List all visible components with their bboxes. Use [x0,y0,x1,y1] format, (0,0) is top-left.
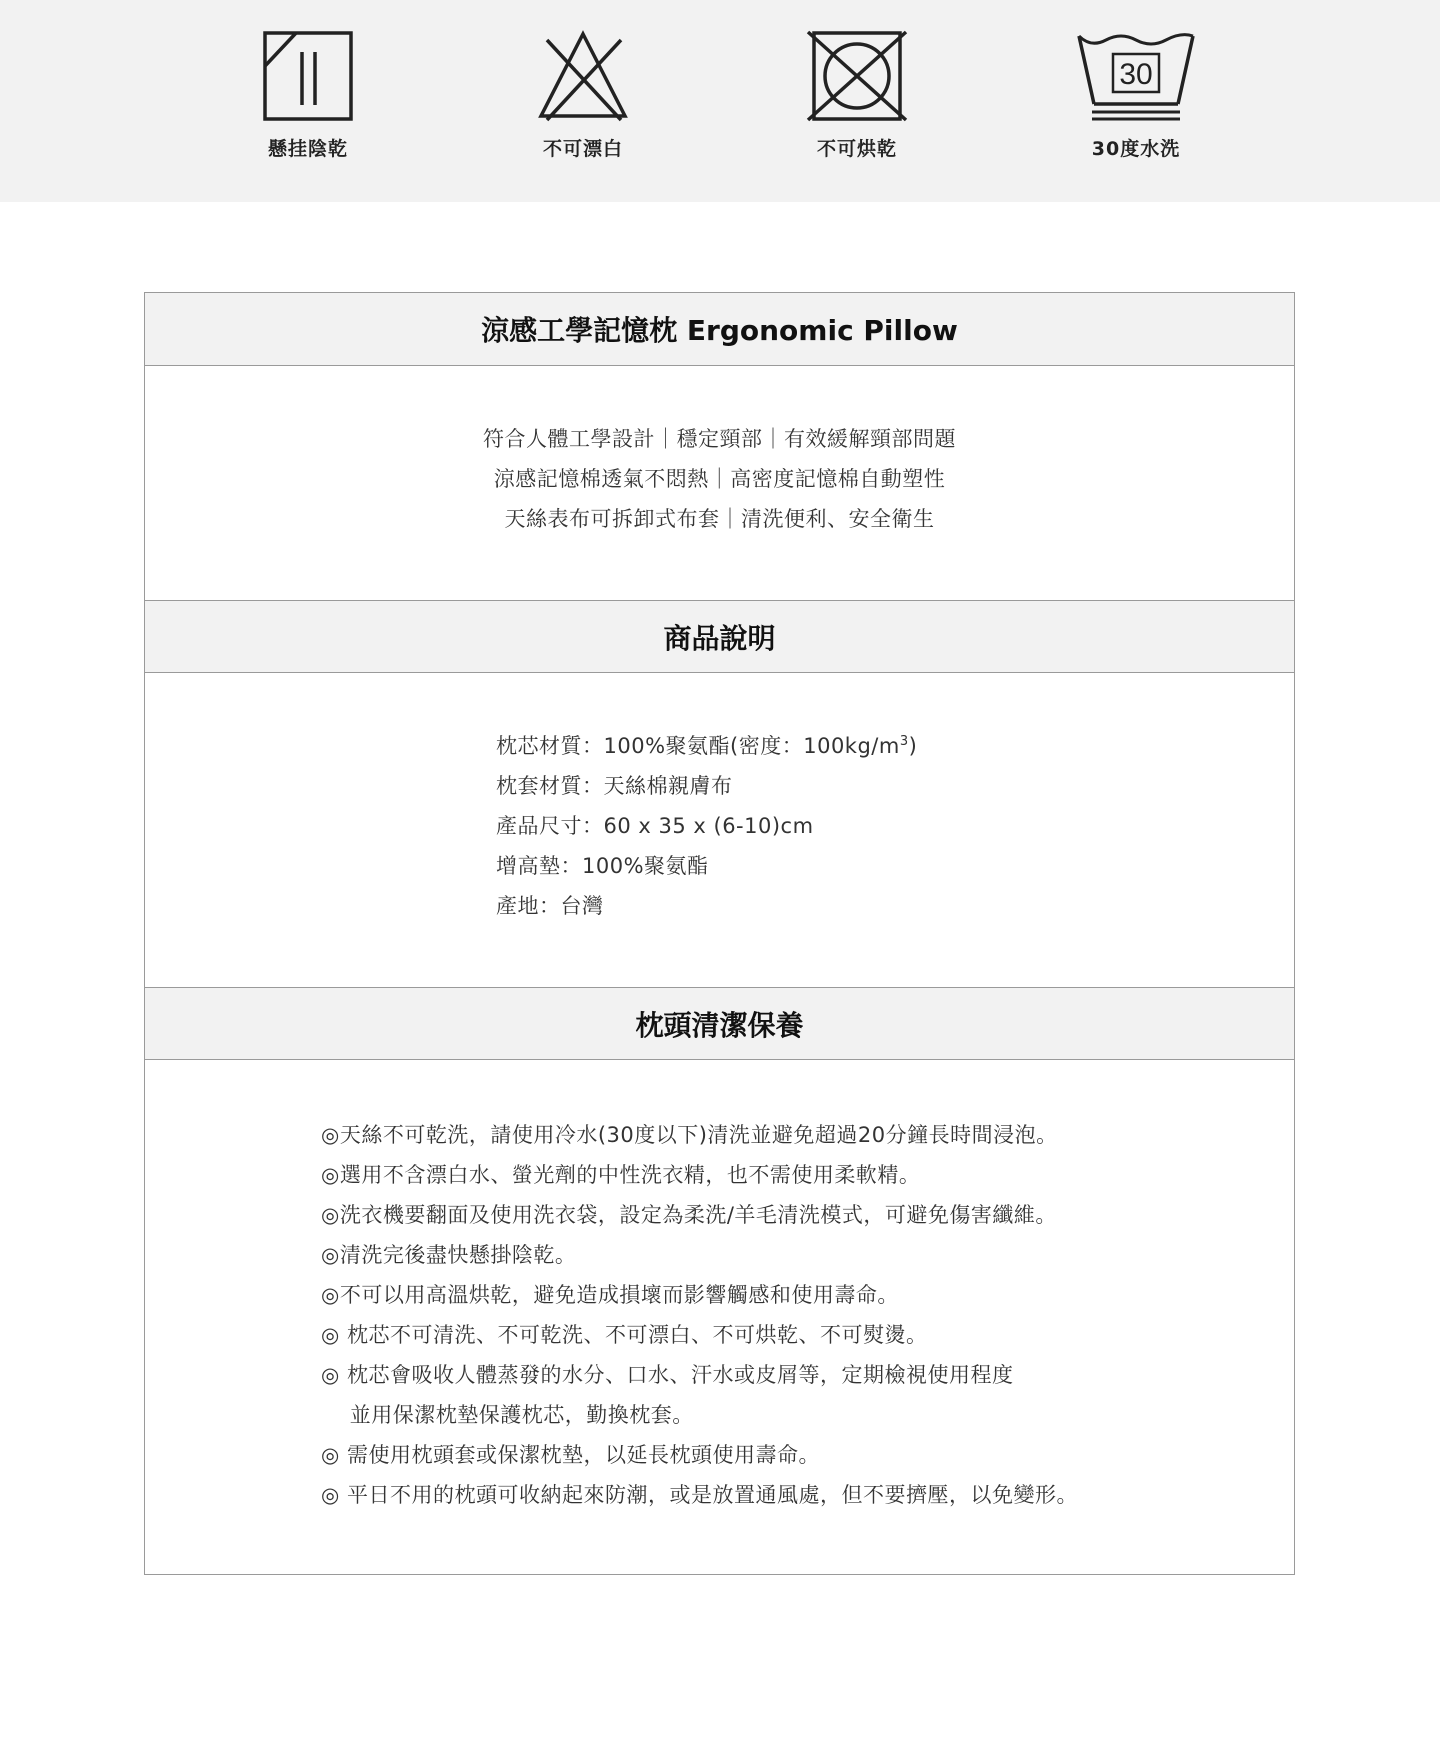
care-line: ◎清洗完後盡快懸掛陰乾。 [321,1243,577,1267]
care-line: 並用保潔枕墊保護枕芯，勤換枕套。 [321,1403,694,1427]
wash-30-icon [1076,30,1196,122]
spec-line: 產地：台灣 [496,894,604,918]
no-bleach-icon [537,30,629,122]
care-item-wash-30 [1036,30,1236,161]
product-title: 涼感工學記憶枕 Ergonomic Pillow [145,293,1294,366]
care-symbols-band [0,0,1440,202]
spec-heading: 商品說明 [145,600,1294,673]
spec-line: 產品尺寸：60 x 35 x (6-10)cm [496,814,814,838]
care-label: 不可漂白 [542,138,623,160]
care-line: ◎ 枕芯會吸收人體蒸發的水分、口水、汗水或皮屑等，定期檢視使用程度 [321,1363,1014,1387]
care-item-no-bleach [483,30,683,161]
care-item-hang-dry [208,30,408,161]
care-heading: 枕頭清潔保養 [145,987,1294,1060]
hang-dry-shade-icon [262,30,354,122]
feature-line: 涼感記憶棉透氣不悶熱｜高密度記憶棉自動塑性 [493,467,946,491]
care-label: 30度水洗 [1091,138,1181,160]
no-tumble-dry-icon [806,30,908,122]
care-line: ◎不可以用高溫烘乾，避免造成損壞而影響觸感和使用壽命。 [321,1283,899,1307]
care-label: 懸挂陰乾 [267,138,348,160]
spec-line-core-material: 枕芯材質：100%聚氨酯(密度：$100kg/m^3$) [496,734,918,758]
care-line: ◎ 枕芯不可清洗、不可乾洗、不可漂白、不可烘乾、不可熨燙。 [321,1323,928,1347]
care-label: 不可烘乾 [816,138,897,160]
care-line: ◎天絲不可乾洗，請使用冷水(30度以下)清洗並避免超過20分鐘長時間浸泡。 [321,1123,1058,1147]
care-line: ◎ 平日不用的枕頭可收納起來防潮，或是放置通風處，但不要擠壓，以免變形。 [321,1483,1078,1507]
wash-temperature: 30 [1119,58,1153,91]
care-line: ◎洗衣機要翻面及使用洗衣袋，設定為柔洗/羊毛清洗模式，可避免傷害纖維。 [321,1203,1057,1227]
spec-line: 增高墊：100%聚氨酯 [496,854,709,878]
feature-line: 符合人體工學設計｜穩定頸部｜有效緩解頸部問題 [483,427,956,451]
care-line: ◎ 需使用枕頭套或保潔枕墊，以延長枕頭使用壽命。 [321,1443,820,1467]
spec-line: 枕套材質：天絲棉親膚布 [496,774,733,798]
feature-line: 天絲表布可拆卸式布套｜清洗便利、安全衛生 [504,507,935,531]
care-line: ◎選用不含漂白水、螢光劑的中性洗衣精，也不需使用柔軟精。 [321,1163,921,1187]
product-info-box [144,292,1295,1575]
care-item-no-tumble-dry [757,30,957,161]
